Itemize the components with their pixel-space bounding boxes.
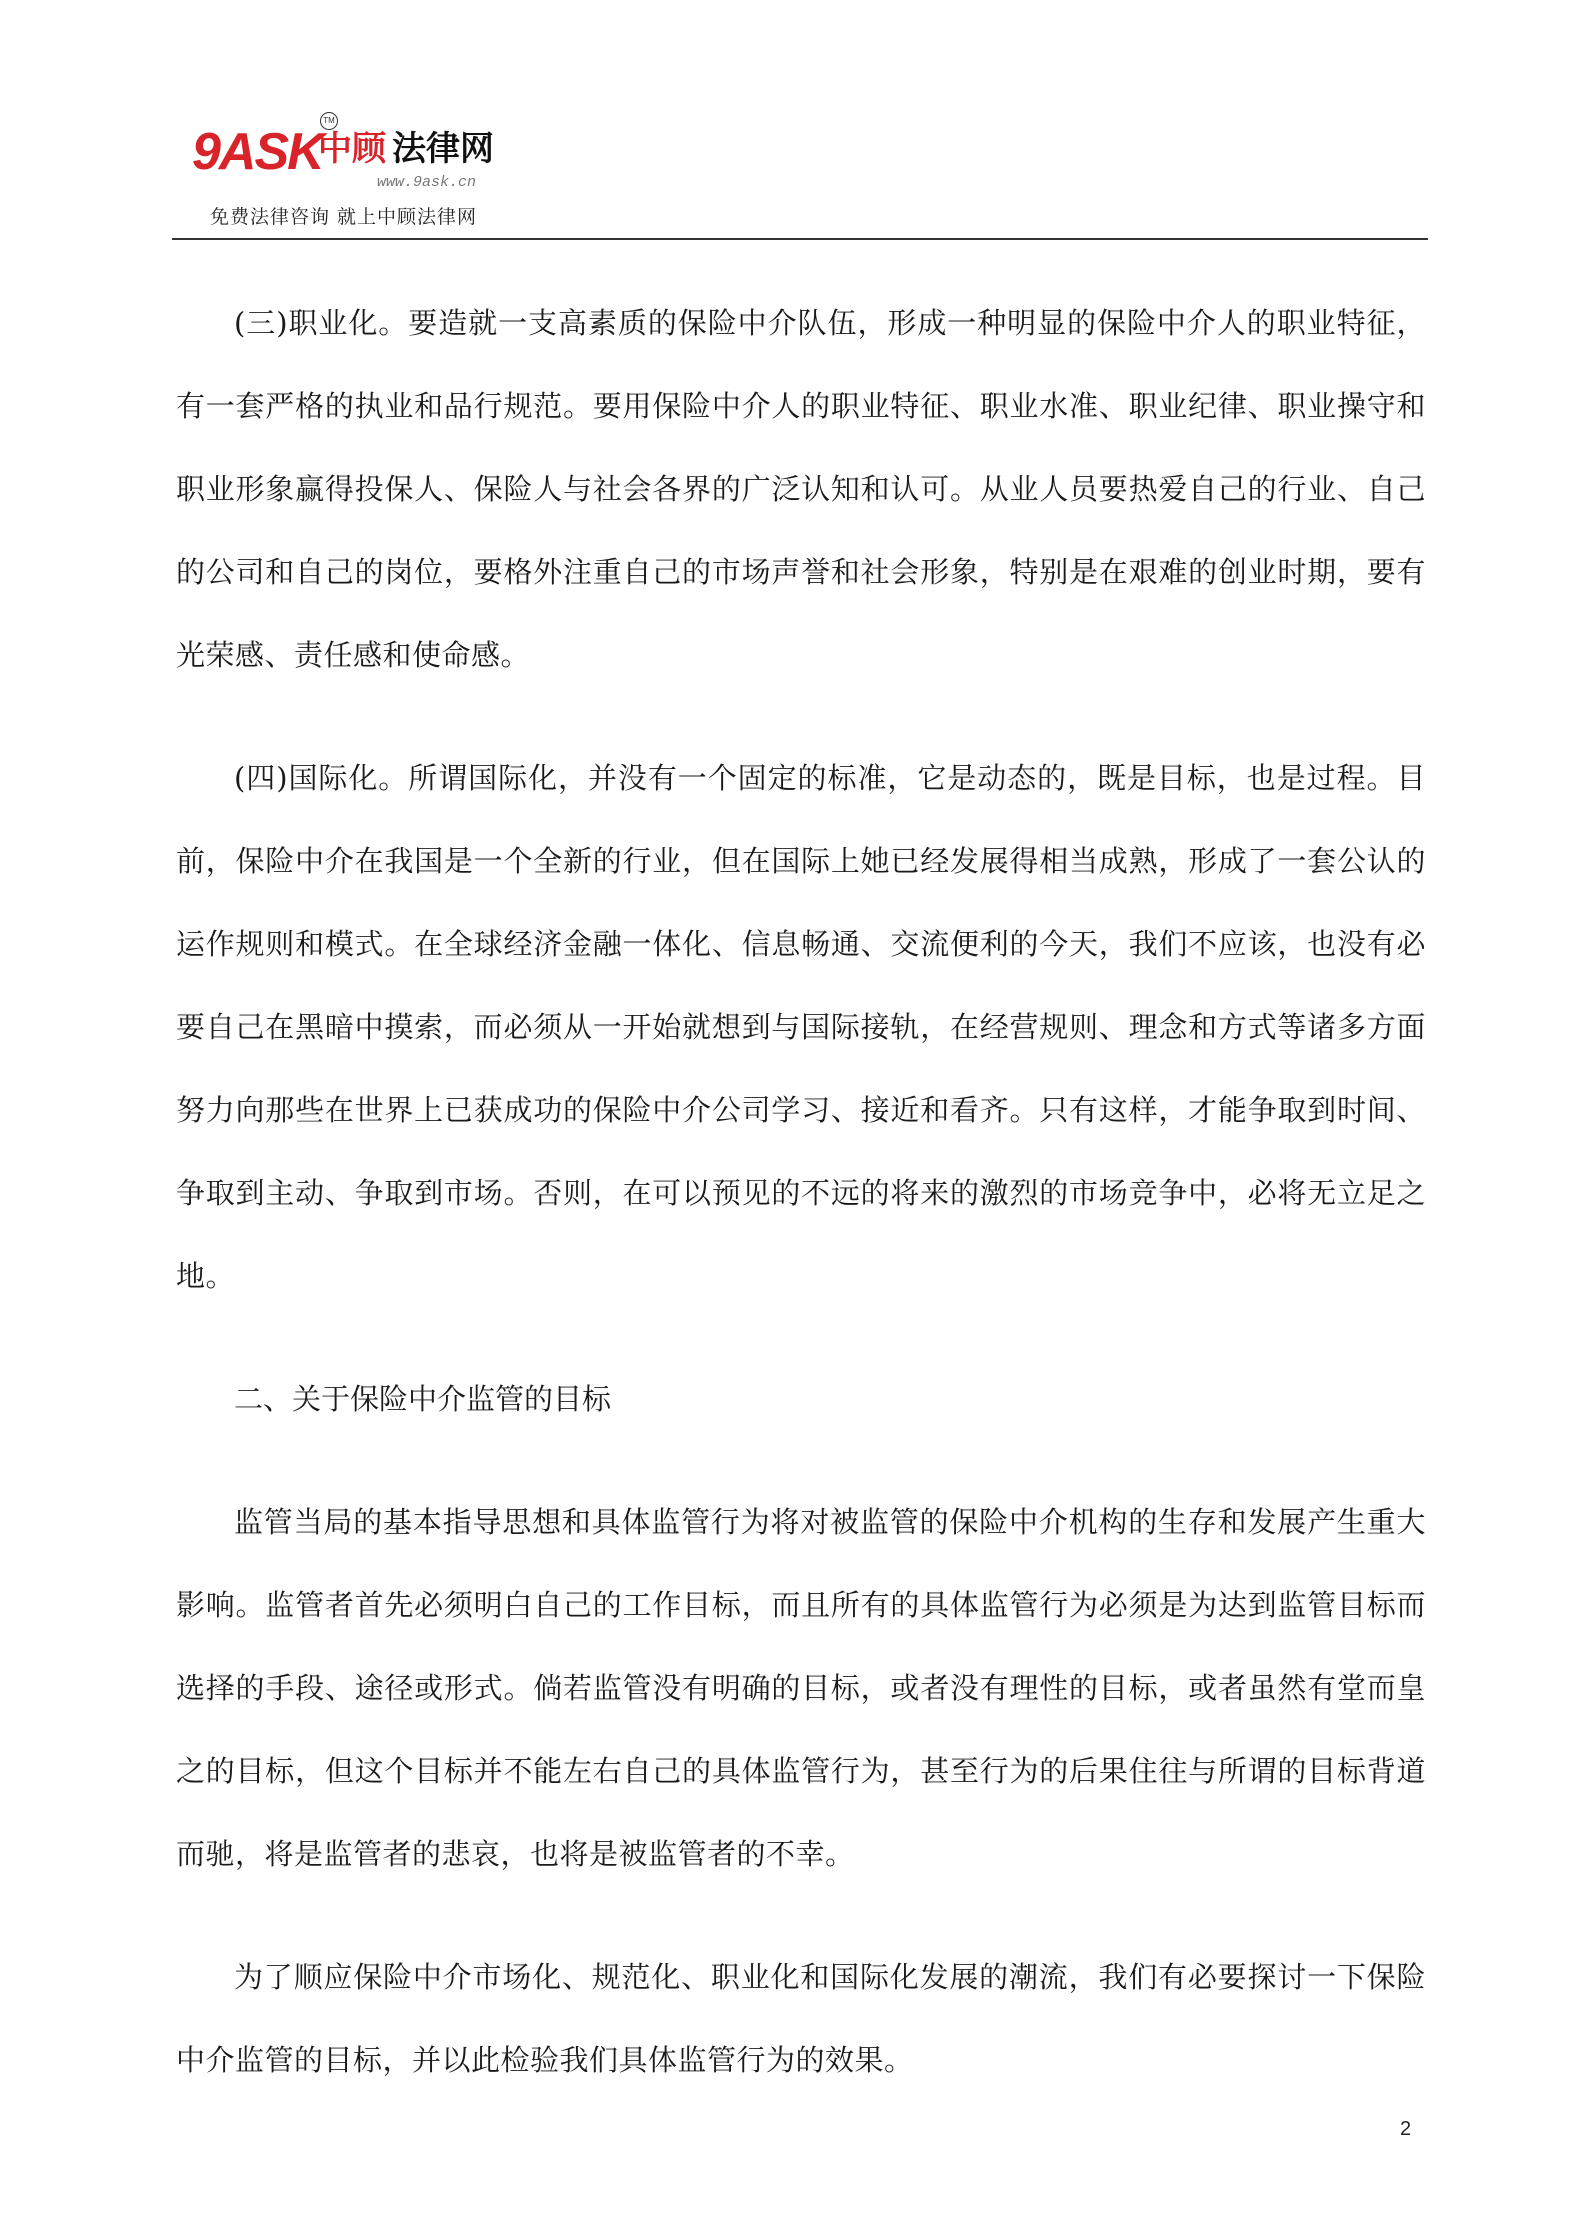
logo-trademark-icon: TM (320, 112, 338, 130)
logo-url: www.9ask.cn (377, 174, 477, 191)
page-header (172, 100, 1428, 240)
logo-zhonggu-text: 中顾 (318, 129, 386, 169)
logo-ask-text: 9ASK (192, 123, 323, 181)
page-number: 2 (1400, 2118, 1412, 2140)
logo-slogan: 免费法律咨询 就上中顾法律网 (210, 206, 478, 228)
section-heading: 二、关于保险中介监管的目标 (234, 1382, 612, 1416)
paragraph-conclusion: 为了顺应保险中介市场化、规范化、职业化和国际化发展的潮流，我们有必要探讨一下保险中介监管的目标，并以此检验我们具体监管行为的效果。 (176, 1960, 1426, 2077)
paragraph-professionalization: (三)职业化。要造就一支高素质的保险中介队伍，形成一种明显的保险中介人的职业特征，有一套严格的执业和品行规范。要用保险中介人的职业特征、职业水准、职业纪律、职业操守和职业形象赢得投保人、保险人与社会各界的广泛认知和认可。从业人员要热爱自己的行业、自己的公司和自己的岗位，要格外注重自己的市场声誉和社会形象，特别是在艰难的创业时期，要有光荣感、责任感和使命感。 (176, 306, 1426, 672)
paragraph-internationalization: (四)国际化。所谓国际化，并没有一个固定的标准，它是动态的，既是目标，也是过程。目前，保险中介在我国是一个全新的行业，但在国际上她已经发展得相当成熟，形成了一套公认的运作规则和模式。在全球经济金融一体化、信息畅通、交流便利的今天，我们不应该，也没有必要自己在黑暗中摸索，而必须从一开始就想到与国际接轨，在经营规则、理念和方式等诸多方面努力向那些在世界上已获成功的保险中介公司学习、接近和看齐。只有这样，才能争取到时间、争取到主动、争取到市场。否则，在可以预见的不远的将来的激烈的市场竞争中，必将无立足之地。 (176, 761, 1426, 1293)
paragraph-supervision-goals: 监管当局的基本指导思想和具体监管行为将对被监管的保险中介机构的生存和发展产生重大影响。监管者首先必须明白自己的工作目标，而且所有的具体监管行为必须是为达到监管目标而选择的手段、途径或形式。倘若监管没有明确的目标，或者没有理性的目标，或者虽然有堂而皇之的目标，但这个目标并不能左右自己的具体监管行为，甚至行为的后果住往与所谓的目标背道而驰，将是监管者的悲哀，也将是被监管者的不幸。 (176, 1505, 1426, 1871)
logo-falv-text: 法律网 (392, 129, 494, 169)
document-body (176, 282, 1426, 2142)
site-logo (192, 118, 532, 228)
